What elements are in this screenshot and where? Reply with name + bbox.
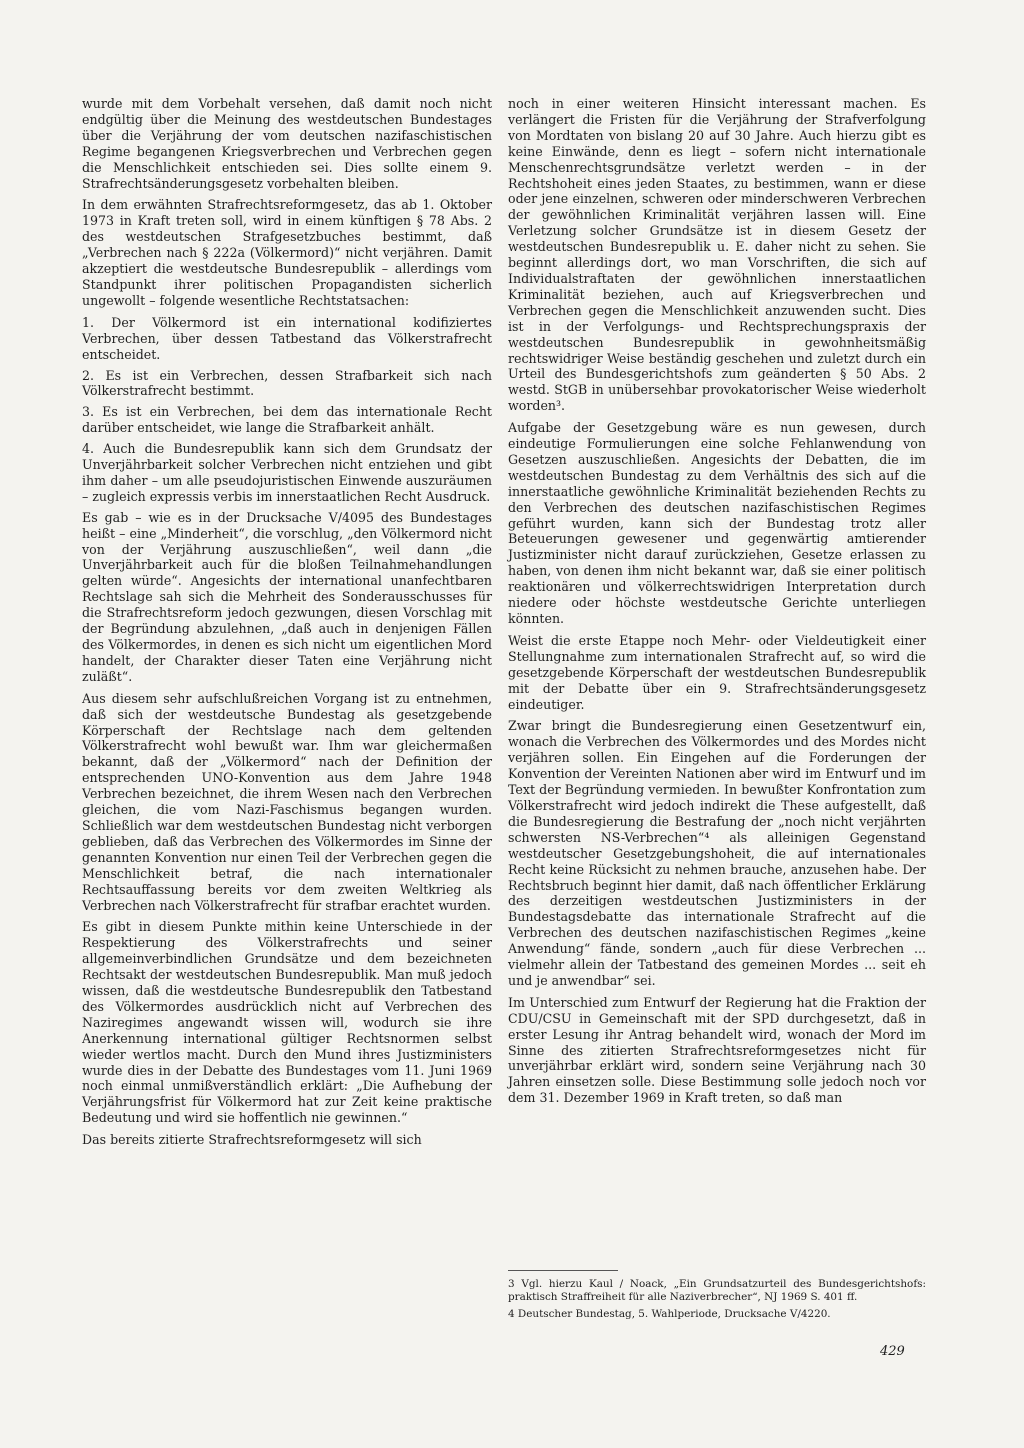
paragraph: Im Unterschied zum Entwurf der Regierung hat die Fraktion der CDU/CSU in Gemeinschaft mit der SPD durchgesetzt, daß in erster Lesung ihr Antrag behandelt wird, wonach der Mord im Sinne des zitierten Strafrechtsreformgesetzes nicht für unverjährbar erklärt wird, sondern seine Verjährung nach 30 Jahren einsetzen solle. Diese Bestimmung solle jedoch noch vor dem 31. Dezember 1969 in Kraft treten, so daß man — [508, 994, 926, 1106]
paragraph: Aufgabe der Gesetzgebung wäre es nun gewesen, durch eindeutige Formulierungen eine solche Fehlanwendung von Gesetzen auszuschließen. Angesichts der Debatten, die im westdeutschen Bundestag zu dem Verhältnis des sich auf die innerstaatliche gewöhnliche Kriminalität beziehenden Rechts zu den Verbrechen des deutschen nazifaschistischen Regimes geführt wurden, kann sich der Bundestag trotz aller Beteuerungen gewesener und gegenwärtig amtierender Justizminister nicht darauf zurückziehen, Gesetze erlassen zu haben, von denen ihm nicht bekannt war, daß sie einer politisch reaktionären und völkerrechtswidrigen Interpretation durch niedere oder höchste westdeutsche Gerichte unterliegen könnten. — [508, 420, 926, 626]
list-item: 3. Es ist ein Verbrechen, bei dem das internationale Recht darüber entscheidet, wie lange die Strafbarkeit anhält. — [82, 404, 492, 436]
footnote-divider — [508, 1270, 618, 1271]
footnote: 3 Vgl. hierzu Kaul / Noack, „Ein Grundsatzurteil des Bundesgerichtshofs: praktisch Straffreiheit für alle Naziverbrecher“, NJ 1969 S. 401 ff. — [508, 1278, 926, 1303]
paragraph: Aus diesem sehr aufschlußreichen Vorgang ist zu entnehmen, daß sich der westdeutsche Bundestag als gesetzgebende Körperschaft der Rechtslage nach dem geltenden Völkerstrafrecht wohl bewußt war. Ihm war gleichermaßen bekannt, daß der „Völkermord“ nach der Definition der entsprechenden UNO-Konvention aus dem Jahre 1948 Verbrechen bezeichnet, die ihrem Wesen nach den Verbrechen gleichen, die vom Nazi-Faschismus begangen wurden. Schließlich war dem westdeutschen Bundestag nicht verborgen geblieben, daß das Verbrechen des Völkermordes im Sinne der genannten Konvention nur einen Teil der Verbrechen gegen die Menschlichkeit betraf, die nach internationaler Rechtsauffassung bereits vor dem zweiten Weltkrieg als Verbrechen nach Völkerstrafrecht für strafbar erachtet wurden. — [82, 690, 492, 913]
paragraph: wurde mit dem Vorbehalt versehen, daß damit noch nicht endgültig über die Meinung des westdeutschen Bundestages über die Verjährung der vom deutschen nazifaschistischen Regime begangenen Kriegsverbrechen und Verbrechen gegen die Menschlichkeit entschieden sei. Dies sollte einem 9. Strafrechtsänderungsgesetz vorbehalten bleiben. — [82, 96, 492, 191]
paragraph: In dem erwähnten Strafrechtsreformgesetz, das ab 1. Oktober 1973 in Kraft treten soll, wird in einem künftigen § 78 Abs. 2 des westdeutschen Strafgesetzbuches bestimmt, daß „Verbrechen nach § 222a (Völkermord)“ nicht verjähren. Damit akzeptiert die westdeutsche Bundesrepublik – allerdings vom Standpunkt ihrer politischen Propagandisten sicherlich ungewollt – folgende wesentliche Rechtstatsachen: — [82, 197, 492, 308]
paragraph: Weist die erste Etappe noch Mehr- oder Vieldeutigkeit einer Stellungnahme zum internationalen Strafrecht auf, so wird die gesetzgebende Körperschaft der westdeutschen Bundesrepublik mit der Debatte über ein 9. Strafrechtsänderungsgesetz eindeutiger. — [508, 632, 926, 712]
left-column — [82, 96, 492, 1154]
footnote: 4 Deutscher Bundestag, 5. Wahlperiode, Drucksache V/4220. — [508, 1307, 831, 1320]
paragraph: noch in einer weiteren Hinsicht interessant machen. Es verlängert die Fristen für die Verjährung der Strafverfolgung von Mordtaten von bislang 20 auf 30 Jahre. Auch hierzu gibt es keine Einwände, denn es liegt – sofern nicht internationale Menschenrechtsgrundsätze verletzt werden – in der Rechtshoheit eines jeden Staates, zu bestimmen, wann er diese oder jene einzelnen, schweren oder minderschweren Verbrechen der gewöhnlichen Kriminalität verjähren lassen will. Eine Verletzung solcher Grundsätze ist in diesem Gesetz der westdeutschen Bundesrepublik u. E. daher nicht zu sehen. Sie beginnt allerdings dort, wo man Vorschriften, die sich auf Individualstraftaten der gewöhnlichen innerstaatlichen Kriminalität beziehen, auch auf Kriegsverbrechen und Verbrechen gegen die Menschlichkeit anzuwenden sucht. Dies ist in der Verfolgungs- und Rechtsprechungspraxis der westdeutschen Bundesrepublik in gewohnheitsmäßig rechtswidriger Weise beständig geschehen und zuletzt durch ein Urteil des Bundesgerichtshofs zum geänderten § 50 Abs. 2 westd. StGB in unübersehbar provokatorischer Weise wiederholt worden³. — [508, 96, 926, 414]
right-column — [508, 96, 926, 1112]
list-item: 4. Auch die Bundesrepublik kann sich dem Grundsatz der Unverjährbarkeit solcher Verbrechen nicht entziehen und gibt ihm daher – um alle pseudojuristischen Einwende auszuräumen – zugleich expressis verbis im innerstaatlichen Recht Ausdruck. — [82, 441, 492, 504]
footnotes — [508, 1278, 926, 1324]
paragraph: Es gibt in diesem Punkte mithin keine Unterschiede in der Respektierung des Völkerstrafrechts und seiner allgemeinverbindlichen Grundsätze und dem bezeichneten Rechtsakt der westdeutschen Bundesrepublik. Man muß jedoch wissen, daß die westdeutsche Bundesrepublik den Tatbestand des Völkermordes ausdrücklich nicht auf Verbrechen des Naziregimes angewandt wissen will, wodurch sie ihre Anerkennung international gültiger Rechtsnormen selbst wieder wertlos macht. Durch den Mund ihres Justizministers wurde dies in der Debatte des Bundestages vom 11. Juni 1969 noch einmal unmißverständlich erklärt: „Die Aufhebung der Verjährungsfrist für Völkermord hat zur Zeit keine praktische Bedeutung und wird sie hoffentlich nie gewinnen.“ — [82, 919, 492, 1126]
page-number: 429 — [880, 1344, 905, 1359]
list-item: 2. Es ist ein Verbrechen, dessen Strafbarkeit sich nach Völkerstrafrecht bestimmt. — [82, 367, 492, 399]
paragraph: Es gab – wie es in der Drucksache V/4095 des Bundestages heißt – eine „Minderheit“, die vorschlug, „den Völkermord nicht von der Verjährung auszuschließen“, weil dann „die Unverjährbarkeit auch für die bloßen Teilnahmehandlungen gelten würde“. Angesichts der international unanfechtbaren Rechtslage sah sich die Mehrheit des Sonderausschusses für die Strafrechtsreform jedoch gezwungen, diesen Vorschlag mit der Begründung abzulehnen, „daß auch in denjenigen Fällen des Völkermordes, in denen es sich nicht um eigentlichen Mord handelt, der Charakter dieser Taten eine Verjährung nicht zuläßt“. — [82, 509, 492, 684]
paragraph: Zwar bringt die Bundesregierung einen Gesetzentwurf ein, wonach die Verbrechen des Völkermordes und des Mordes nicht verjähren sollen. Ein Eingehen auf die Forderungen der Konvention der Vereinten Nationen aber wird im Entwurf und im Text der Begründung vermieden. In bewußter Konfrontation zum Völkerstrafrecht wird jedoch indirekt die These aufgestellt, daß die Bundesregierung die Bestrafung der „noch nicht verjährten schwersten NS-Verbrechen“⁴ als alleinigen Gegenstand westdeutscher Gesetzgebungshoheit, die auf internationales Recht keine Rücksicht zu nehmen brauche, anzusehen habe. Der Rechtsbruch beginnt hier damit, daß nach öffentlicher Erklärung des derzeitigen westdeutschen Justizministers in der Bundestagsdebatte das internationale Strafrecht auf die Verbrechen des deutschen nazifaschistischen Regimes „keine Anwendung“ fände, sondern „auch für diese Verbrechen ... vielmehr allein der Tatbestand des gemeinen Mordes ... seit eh und je anwendbar“ sei. — [508, 718, 926, 988]
paragraph: Das bereits zitierte Strafrechtsreformgesetz will sich — [82, 1132, 422, 1148]
list-item: 1. Der Völkermord ist ein international kodifiziertes Verbrechen, über dessen Tatbestand das Völkerstrafrecht entscheidet. — [82, 314, 492, 362]
